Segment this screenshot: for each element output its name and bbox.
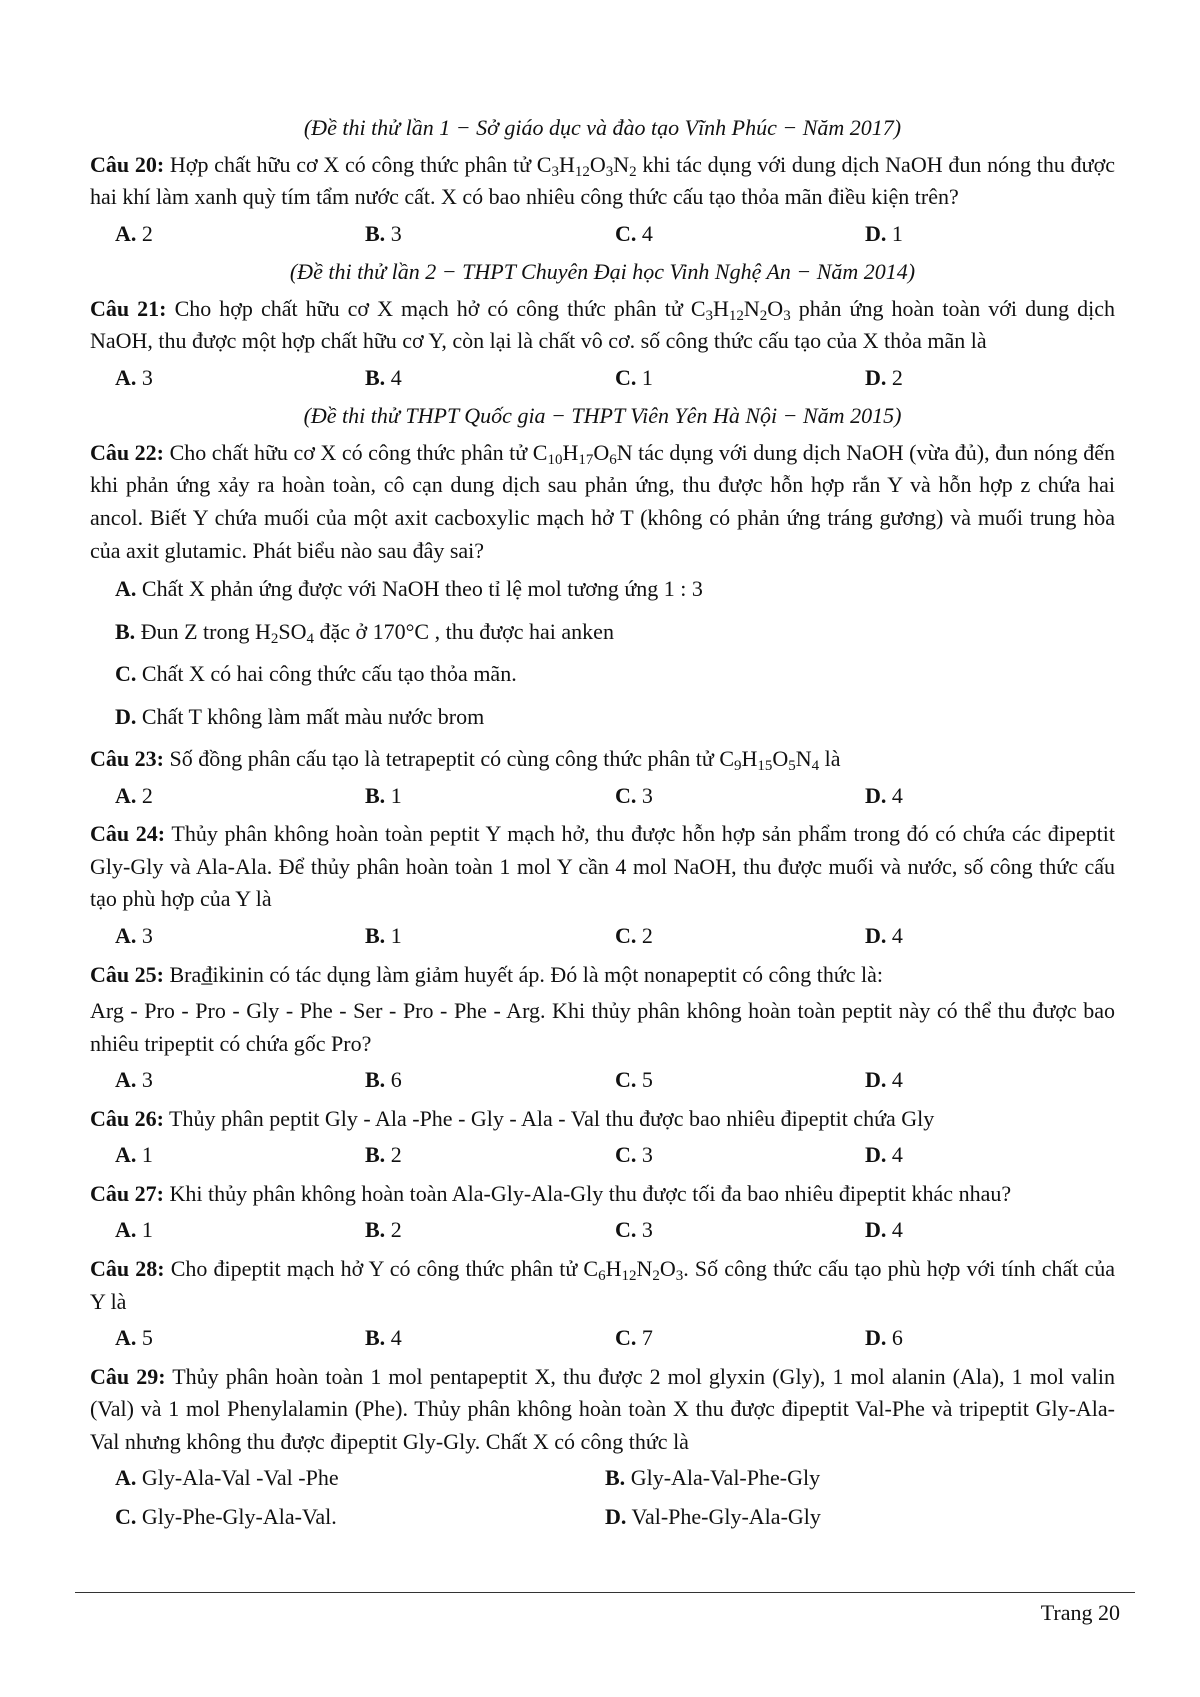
subscript: 3 xyxy=(551,163,559,180)
answer-option xyxy=(865,362,1115,395)
question-text xyxy=(90,1103,1115,1136)
option-letter: C. xyxy=(115,1503,137,1529)
option-text: Gly-Ala-Val -Val -Phe xyxy=(136,1465,339,1491)
text-segment: N tác dụng với dung dịch NaOH (vừa đủ), đun nóng đến khi phản ứng xảy ra hoàn toàn, cô cạn dung dịch sau phản ứng, thu được hỗn hợp rắn Y và hỗn hợp z chứa hai ancol. Biết Y chứa muối của một axit cacboxylic mạch hở T (không có phản ứng tráng gương) và muối trung hòa của axit glutamic. Phát biểu nào sau đây sai? xyxy=(90,439,1115,563)
option-letter: D. xyxy=(865,1142,887,1168)
option-letter: C. xyxy=(615,1325,637,1351)
question-number: Câu 27: xyxy=(90,1180,164,1206)
option-letter: A. xyxy=(115,1142,137,1168)
text-segment: O xyxy=(767,295,784,321)
subscript: 4 xyxy=(306,630,314,647)
answer-options xyxy=(90,362,1115,395)
option-letter: A. xyxy=(115,1217,137,1243)
subscript: 12 xyxy=(621,1267,637,1284)
option-text: 5 xyxy=(136,1325,153,1351)
option-text: 3 xyxy=(136,364,153,390)
option-letter: A. xyxy=(115,1325,137,1351)
question-number: Câu 28: xyxy=(90,1255,165,1281)
text-segment: đặc ở 170°C , thu được hai anken xyxy=(313,618,614,644)
option-text: 2 xyxy=(385,1142,402,1168)
text-segment: O xyxy=(593,439,610,465)
answer-option xyxy=(115,1064,365,1097)
document-page xyxy=(90,112,1115,1541)
option-text: 1 xyxy=(136,1142,153,1168)
answer-option xyxy=(615,362,865,395)
option-text: Gly-Phe-Gly-Ala-Val. xyxy=(136,1503,337,1529)
subscript: 10 xyxy=(547,451,563,468)
answer-option xyxy=(115,658,1115,691)
option-text: 4 xyxy=(886,782,903,808)
answer-options xyxy=(90,780,1115,813)
option-text: 2 xyxy=(886,364,903,390)
exam-source-note: (Đề thi thử lần 2 − THPT Chuyên Đại học Vinh Nghệ An − Năm 2014) xyxy=(289,259,916,285)
option-letter: C. xyxy=(615,220,637,246)
answer-option xyxy=(115,1139,365,1172)
answer-options xyxy=(90,920,1115,953)
answer-option xyxy=(115,1501,605,1534)
option-text: 2 xyxy=(136,782,153,808)
option-letter: B. xyxy=(365,220,386,246)
answer-option xyxy=(615,1139,865,1172)
subscript: 2 xyxy=(270,630,279,647)
option-letter: C. xyxy=(615,364,637,390)
answer-option xyxy=(115,1462,605,1495)
option-text: 6 xyxy=(886,1325,903,1351)
subscript: 9 xyxy=(734,758,742,775)
question-text xyxy=(90,818,1115,916)
subscript: 3 xyxy=(705,307,714,324)
text-segment: O xyxy=(772,746,789,772)
answer-option xyxy=(605,1501,1095,1534)
answer-option xyxy=(365,1139,615,1172)
option-text: 4 xyxy=(636,220,653,246)
question-number: Câu 26: xyxy=(90,1105,164,1131)
text-segment: H xyxy=(605,1255,622,1281)
answer-option xyxy=(365,218,615,251)
text-segment: . Số công thức cấu tạo phù hợp với tính chất của Y là xyxy=(90,1255,1116,1314)
answer-option xyxy=(865,1139,1115,1172)
question-text xyxy=(90,437,1115,567)
answer-option xyxy=(115,573,1115,606)
answer-option xyxy=(365,362,615,395)
text-segment: H xyxy=(713,295,729,321)
text-segment: Khi thủy phân không hoàn toàn Ala-Gly-Ala-Gly thu được tối đa bao nhiêu đipeptit khác nhau? xyxy=(163,1180,1012,1206)
subscript: 12 xyxy=(574,163,590,180)
answer-option xyxy=(615,1322,865,1355)
footer-divider xyxy=(75,1592,1135,1593)
question-text xyxy=(90,959,1115,992)
question-text xyxy=(90,743,1115,776)
subscript: 12 xyxy=(728,307,744,324)
option-text: Chất X có hai công thức cấu tạo thỏa mãn. xyxy=(136,661,517,687)
option-letter: C. xyxy=(115,661,137,687)
option-text: 4 xyxy=(385,1325,402,1351)
question-text xyxy=(90,995,1115,1060)
option-letter: B. xyxy=(365,1325,386,1351)
text-segment: H xyxy=(558,151,575,177)
option-letter: B. xyxy=(365,782,386,808)
answer-option xyxy=(865,920,1115,953)
question-number: Câu 21: xyxy=(90,295,167,321)
question-text xyxy=(90,1178,1115,1211)
option-letter: D. xyxy=(865,1067,887,1093)
option-letter: C. xyxy=(615,923,637,949)
option-letter: C. xyxy=(615,1142,637,1168)
subscript: 17 xyxy=(578,451,594,468)
question-text xyxy=(90,293,1115,358)
subscript: 2 xyxy=(652,1267,660,1284)
question-number: Câu 22: xyxy=(90,439,165,465)
answer-option xyxy=(615,920,865,953)
answer-option xyxy=(615,218,865,251)
option-text: 4 xyxy=(385,364,402,390)
text-segment: N xyxy=(795,746,812,772)
question-text xyxy=(90,149,1115,214)
answer-option xyxy=(865,780,1115,813)
option-letter: A. xyxy=(115,1067,137,1093)
option-text: 1 xyxy=(636,364,653,390)
answer-options xyxy=(90,1462,1115,1539)
answer-options xyxy=(90,573,1115,733)
text-segment: Thủy phân hoàn toàn 1 mol pentapeptit X, thu được 2 mol glyxin (Gly), 1 mol alanin (Ala), 1 mol valin (Val) và 1 mol Phenylalamin (Phe). Thủy phân không hoàn toàn X thu được đipeptit Val-Phe và tripeptit Gly-Ala-Val nhưng không thu được đipeptit Gly-Gly. Chất X có công thức là xyxy=(90,1363,1116,1454)
subscript: 15 xyxy=(757,758,773,775)
text-segment: N xyxy=(636,1255,653,1281)
option-letter: C. xyxy=(615,782,637,808)
answer-option xyxy=(365,1214,615,1247)
answer-option xyxy=(865,1322,1115,1355)
answer-option xyxy=(365,1322,615,1355)
option-letter: D. xyxy=(865,782,887,808)
option-letter: A. xyxy=(115,576,137,602)
option-letter: B. xyxy=(115,618,136,644)
subscript: 2 xyxy=(759,307,768,324)
answer-options xyxy=(90,218,1115,251)
answer-option xyxy=(115,1214,365,1247)
exam-source-note: (Đề thi thử THPT Quốc gia − THPT Viên Yên Hà Nội − Năm 2015) xyxy=(303,403,902,429)
text-segment: Cho hợp chất hữu cơ X mạch hở có công thức phân tử C xyxy=(166,295,706,321)
question-number: Câu 24: xyxy=(90,821,166,847)
option-text: 4 xyxy=(886,1142,903,1168)
text-segment: N xyxy=(743,295,760,321)
option-text: 7 xyxy=(636,1325,653,1351)
answer-option xyxy=(615,780,865,813)
option-letter: C. xyxy=(615,1067,637,1093)
option-letter: B. xyxy=(365,364,386,390)
option-text: 5 xyxy=(636,1067,653,1093)
option-letter: D. xyxy=(605,1503,627,1529)
question-text xyxy=(90,1253,1115,1318)
option-text: 2 xyxy=(636,923,653,949)
option-letter: C. xyxy=(615,1217,637,1243)
text-segment: Thủy phân không hoàn toàn peptit Y mạch hở, thu được hỗn hợp sản phẩm trong đó có chứa các đipeptit Gly-Gly và Ala-Ala. Để thủy phân hoàn toàn 1 mol Y cần 4 mol NaOH, thu được muối và nước, số công thức cấu tạo phù hợp của Y là xyxy=(90,821,1116,912)
text-segment: N xyxy=(613,151,630,177)
option-letter: D. xyxy=(115,703,137,729)
text-segment: Cho đipeptit mạch hở Y có công thức phân tử C xyxy=(164,1255,599,1281)
text-segment: H xyxy=(562,439,579,465)
answer-option xyxy=(865,1214,1115,1247)
option-letter: A. xyxy=(115,220,137,246)
subscript: 3 xyxy=(605,163,614,180)
text-segment: Thủy phân peptit Gly - Ala -Phe - Gly - Ala - Val thu được bao nhiêu đipeptit chứa Gly xyxy=(163,1105,935,1131)
answer-option xyxy=(115,362,365,395)
subscript: 3 xyxy=(675,1267,684,1284)
text-segment: O xyxy=(589,151,606,177)
option-letter: B. xyxy=(605,1465,626,1491)
option-letter: B. xyxy=(365,923,386,949)
answer-options xyxy=(90,1139,1115,1172)
text-segment: Số đồng phân cấu tạo là tetrapeptit có cùng công thức phân tử C xyxy=(163,746,734,772)
option-text: Chất T không làm mất màu nước brom xyxy=(136,703,485,729)
answer-option xyxy=(365,780,615,813)
option-letter: B. xyxy=(365,1067,386,1093)
question-text xyxy=(90,1361,1115,1459)
text-segment: Đun Z trong H xyxy=(135,618,271,644)
option-text: 3 xyxy=(136,1067,153,1093)
option-text: 3 xyxy=(136,923,153,949)
option-letter: D. xyxy=(865,364,887,390)
answer-option xyxy=(865,1064,1115,1097)
option-text: 4 xyxy=(886,1067,903,1093)
option-letter: D. xyxy=(865,1217,887,1243)
subscript: 3 xyxy=(783,307,791,324)
question-number: Câu 23: xyxy=(90,746,164,772)
answer-option xyxy=(115,1322,365,1355)
option-text: Gly-Ala-Val-Phe-Gly xyxy=(625,1465,821,1491)
exam-source-note: (Đề thi thử lần 1 − Sở giáo dục và đào tạo Vĩnh Phúc − Năm 2017) xyxy=(303,115,902,140)
answer-option xyxy=(615,1214,865,1247)
answer-option xyxy=(605,1462,1095,1495)
text-segment: O xyxy=(659,1255,676,1281)
answer-option xyxy=(865,218,1115,251)
option-text: 2 xyxy=(136,220,153,246)
option-letter: A. xyxy=(115,782,137,808)
answer-option xyxy=(115,616,1115,649)
question-number: Câu 29: xyxy=(90,1363,166,1389)
option-text: 2 xyxy=(385,1217,402,1243)
text-segment: H xyxy=(741,746,758,772)
page-number: Trang 20 xyxy=(1040,1600,1120,1625)
subscript: 5 xyxy=(788,758,796,775)
text-segment: Hợp chất hữu cơ X có công thức phân tử C xyxy=(164,151,552,177)
option-text: Chất X phản ứng được với NaOH theo tỉ lệ mol tương ứng 1 : 3 xyxy=(136,576,703,602)
answer-option xyxy=(615,1064,865,1097)
option-letter: A. xyxy=(115,1465,137,1491)
option-letter: B. xyxy=(365,1217,386,1243)
subscript: 4 xyxy=(811,758,820,775)
option-letter: D. xyxy=(865,220,887,246)
option-text: 3 xyxy=(636,1142,653,1168)
option-text: 1 xyxy=(385,923,402,949)
option-letter: A. xyxy=(115,364,137,390)
option-letter: D. xyxy=(865,923,887,949)
answer-option xyxy=(115,218,365,251)
option-letter: A. xyxy=(115,923,137,949)
question-number: Câu 20: xyxy=(90,151,165,177)
option-text: 3 xyxy=(636,782,653,808)
option-text: 1 xyxy=(136,1217,153,1243)
option-text: 3 xyxy=(385,220,402,246)
option-text: 1 xyxy=(886,220,903,246)
text-segment: Bra₫ikinin có tác dụng làm giảm huyết áp. Đó là một nonapeptit có công thức là: xyxy=(163,961,884,987)
text-segment: SO xyxy=(278,618,307,644)
option-text: Val-Phe-Gly-Ala-Gly xyxy=(626,1503,821,1529)
answer-option xyxy=(365,920,615,953)
option-letter: B. xyxy=(365,1142,386,1168)
answer-options xyxy=(90,1214,1115,1247)
question-number: Câu 25: xyxy=(90,961,164,987)
answer-option xyxy=(115,920,365,953)
subscript: 6 xyxy=(598,1267,606,1284)
subscript: 6 xyxy=(609,451,617,468)
option-text: 3 xyxy=(636,1217,653,1243)
option-text: 4 xyxy=(886,923,903,949)
option-text: 6 xyxy=(385,1067,402,1093)
option-text: 1 xyxy=(385,782,402,808)
answer-options xyxy=(90,1322,1115,1355)
text-segment: khi tác dụng với dung dịch NaOH đun nóng thu được hai khí làm xanh quỳ tím tẩm nước cất. X có bao nhiêu công thức cấu tạo thỏa mãn điều kiện trên? xyxy=(90,151,1115,210)
option-text: 4 xyxy=(886,1217,903,1243)
text-segment: là xyxy=(819,746,841,772)
text-segment: Arg - Pro - Pro - Gly - Phe - Ser - Pro - Phe - Arg. Khi thủy phân không hoàn toàn peptit này có thể thu được bao nhiêu tripeptit có chứa gốc Pro? xyxy=(90,998,1115,1056)
answer-option xyxy=(115,701,1115,734)
answer-options xyxy=(90,1064,1115,1097)
answer-option xyxy=(365,1064,615,1097)
option-letter: D. xyxy=(865,1325,887,1351)
subscript: 2 xyxy=(629,163,637,180)
text-segment: Cho chất hữu cơ X có công thức phân tử C xyxy=(164,439,548,465)
text-segment: phản ứng hoàn toàn với dung dịch NaOH, thu được một hợp chất hữu cơ Y, còn lại là chất vô cơ. số công thức cấu tạo của X thỏa mãn là xyxy=(90,295,1116,354)
answer-option xyxy=(115,780,365,813)
